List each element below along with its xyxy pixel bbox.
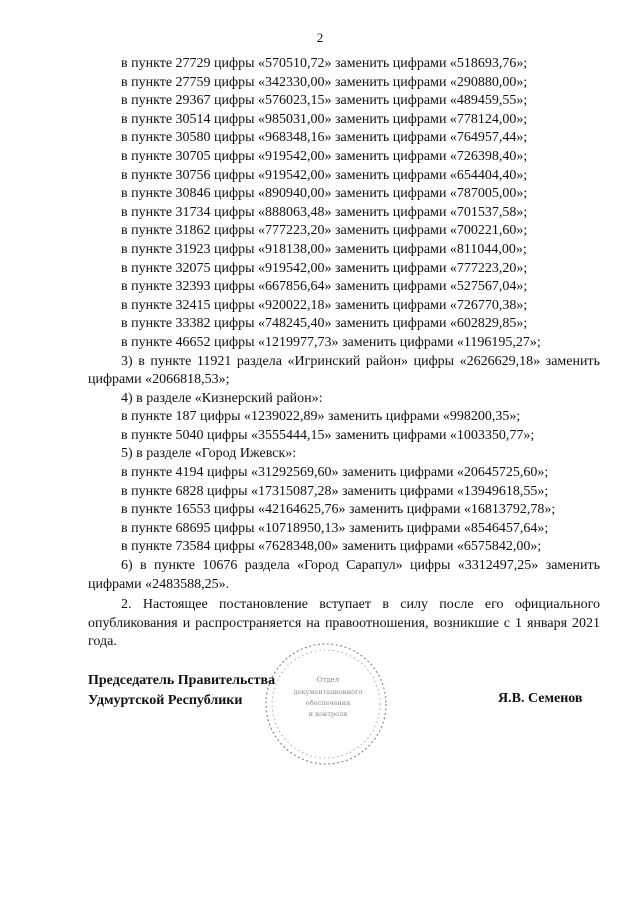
- signatory-name: Я.В. Семенов: [498, 691, 583, 706]
- item-6-paragraph: 6) в пункте 10676 раздела «Город Сарапул» цифры «3312497,25» заменить цифрами «2483588,25».: [88, 558, 600, 592]
- stamp-text-line: документационного: [293, 688, 363, 696]
- amendment-line: в пункте 30514 цифры «985031,00» заменить цифрами «778124,00»;: [121, 111, 528, 127]
- stamp-text-line: обеспечения: [305, 699, 351, 707]
- effective-date-paragraph: 2. Настоящее постановление вступает в силу после его официального опубликования и распространяется на правоотношения, возникшие с 1 января 2021 года.: [88, 597, 600, 650]
- amendment-line: в пункте 187 цифры «1239022,89» заменить цифрами «998200,35»;: [121, 409, 521, 425]
- amendment-line: в пункте 32415 цифры «920022,18» заменить цифрами «726770,38»;: [121, 297, 528, 313]
- amendment-line: в пункте 32075 цифры «919542,00» заменить цифрами «777223,20»;: [121, 260, 528, 276]
- amendment-line: в пункте 30705 цифры «919542,00» заменить цифрами «726398,40»;: [121, 148, 528, 164]
- amendment-line: в пункте 30846 цифры «890940,00» заменить цифрами «787005,00»;: [121, 186, 528, 202]
- signatory-title-line: Председатель Правительства: [88, 673, 276, 688]
- amendment-line: в пункте 31862 цифры «777223,20» заменить цифрами «700221,60»;: [121, 223, 528, 239]
- amendments-list-top: [88, 55, 600, 353]
- item-4-heading: 4) в разделе «Кизнерский район»:: [121, 390, 323, 406]
- official-stamp: [262, 640, 390, 768]
- amendment-line: в пункте 5040 цифры «3555444,15» заменить цифрами «1003350,77»;: [121, 427, 535, 443]
- item-3-paragraph: 3) в пункте 11921 раздела «Игринский район» цифры «2626629,18» заменить цифрами «2066818,53»;: [88, 353, 600, 388]
- amendment-line: в пункте 27729 цифры «570510,72» заменить цифрами «518693,76»;: [121, 56, 528, 71]
- item-5-heading: 5) в разделе «Город Ижевск»:: [121, 446, 297, 462]
- amendment-line: в пункте 68695 цифры «10718950,13» заменить цифрами «8546457,64»;: [121, 520, 549, 536]
- amendment-line: в пункте 27759 цифры «342330,00» заменить цифрами «290880,00»;: [121, 74, 528, 90]
- amendment-line: в пункте 46652 цифры «1219977,73» заменить цифрами «1196195,27»;: [121, 334, 541, 350]
- signatory-title: [88, 671, 275, 711]
- amendment-line: в пункте 31923 цифры «918138,00» заменить цифрами «811044,00»;: [121, 241, 527, 257]
- amendment-line: в пункте 30580 цифры «968348,16» заменить цифрами «764957,44»;: [121, 130, 528, 146]
- signatory-title-line: Удмуртской Республики: [88, 693, 243, 708]
- amendment-line: в пункте 16553 цифры «42164625,76» заменить цифрами «16813792,78»;: [121, 502, 556, 518]
- document-body: [88, 55, 600, 652]
- amendment-line: в пункте 31734 цифры «888063,48» заменить цифрами «701537,58»;: [121, 204, 528, 220]
- amendment-line: в пункте 30756 цифры «919542,00» заменить цифрами «654404,40»;: [121, 167, 528, 183]
- amendment-line: в пункте 32393 цифры «667856,64» заменить цифрами «527567,04»;: [121, 279, 528, 295]
- amendment-line: в пункте 29367 цифры «576023,15» заменить цифрами «489459,55»;: [121, 93, 528, 109]
- stamp-text-line: и контроля: [308, 710, 348, 718]
- page-number: 2: [316, 30, 324, 45]
- amendment-line: в пункте 4194 цифры «31292569,60» заменить цифрами «20645725,60»;: [121, 465, 549, 481]
- amendment-line: в пункте 33382 цифры «748245,40» заменить цифрами «602829,85»;: [121, 316, 528, 332]
- stamp-text-line: Отдел: [316, 676, 340, 684]
- amendment-line: в пункте 6828 цифры «17315087,28» заменить цифрами «13949618,55»;: [121, 483, 549, 499]
- amendment-line: в пункте 73584 цифры «7628348,00» заменить цифрами «6575842,00»;: [121, 539, 542, 555]
